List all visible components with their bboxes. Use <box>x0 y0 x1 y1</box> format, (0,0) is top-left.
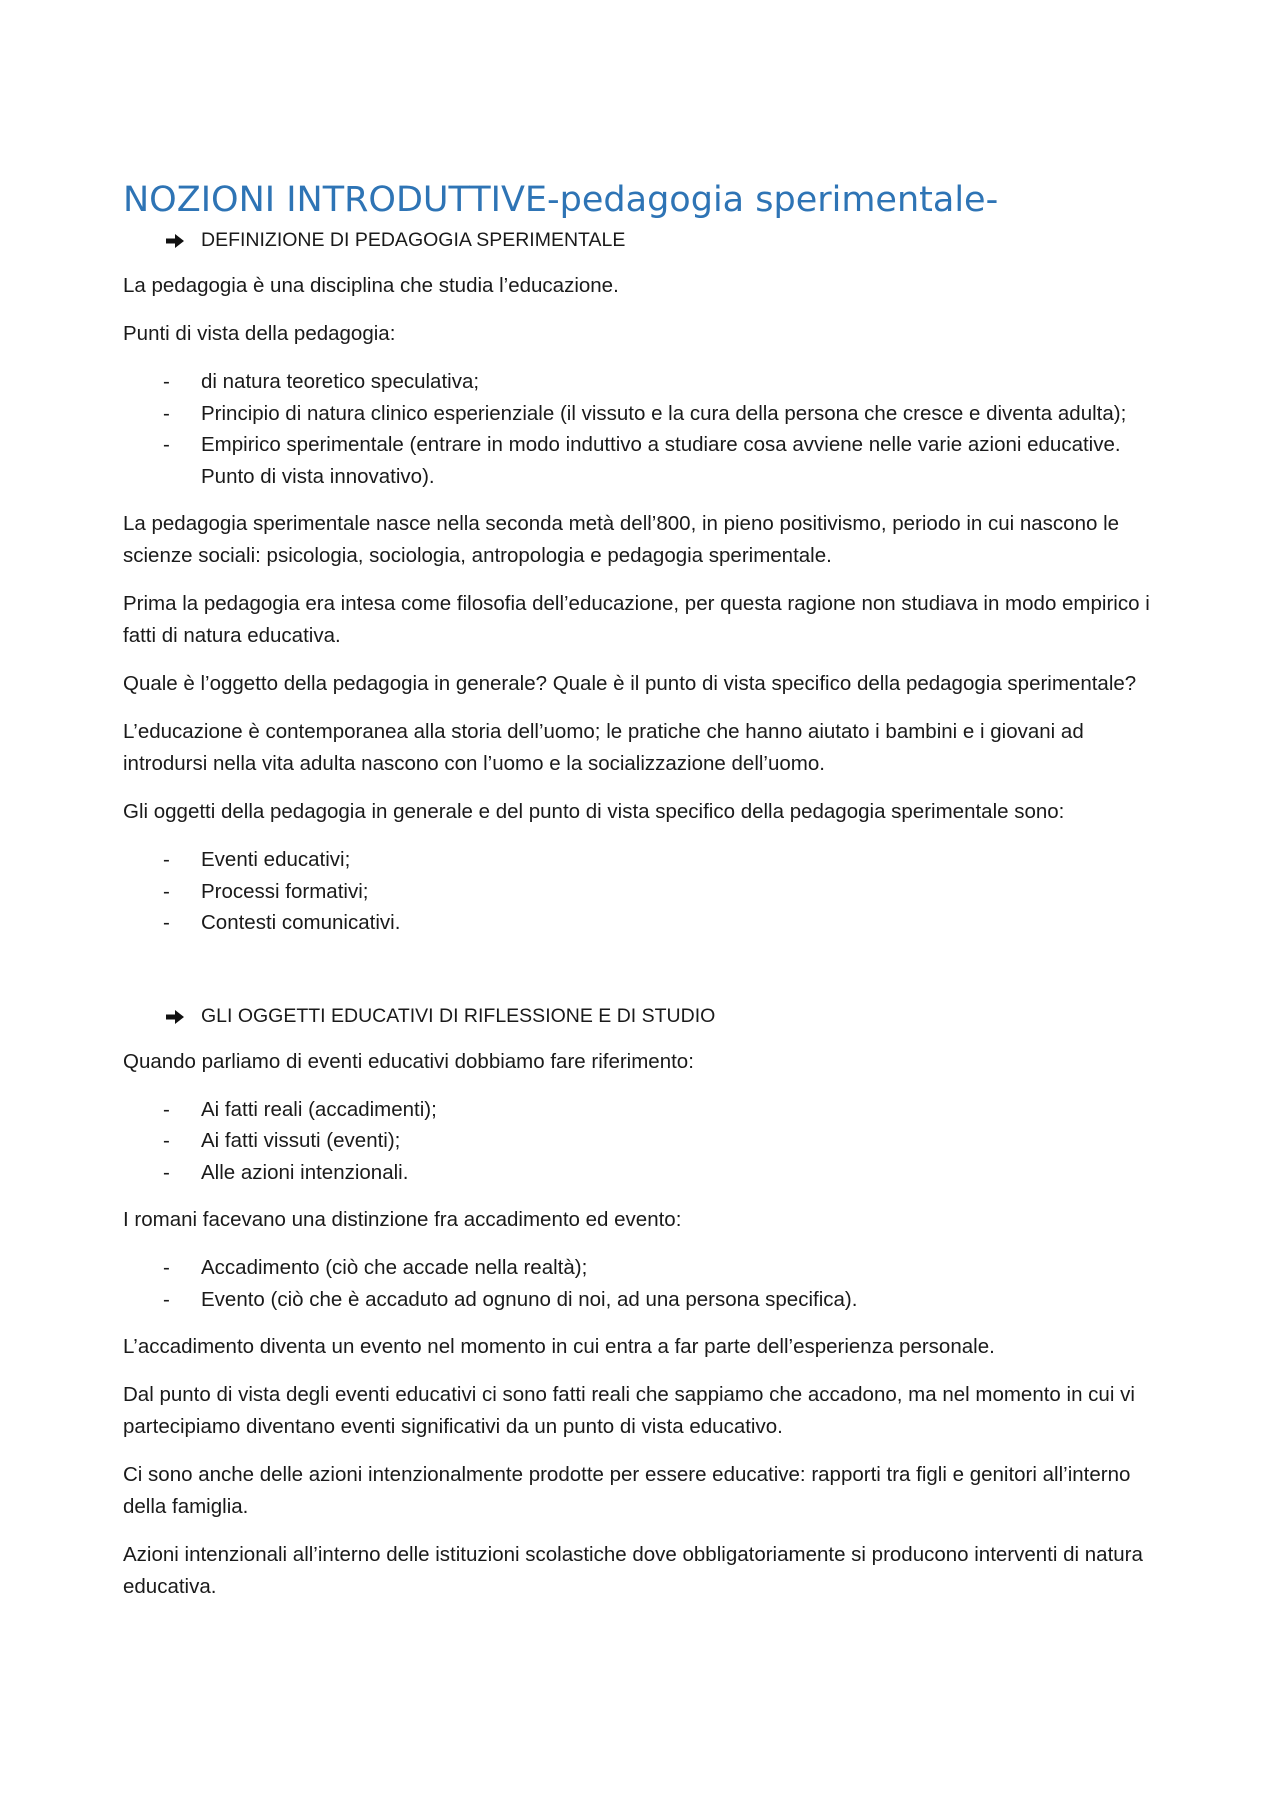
arrow-right-icon <box>165 1009 185 1025</box>
section-heading-text: GLI OGGETTI EDUCATIVI DI RIFLESSIONE E DI STUDIO <box>201 1004 716 1027</box>
dash-bullet: - <box>163 1256 170 1279</box>
list-item <box>123 876 1173 908</box>
list-item-text: Eventi educativi; <box>201 848 351 871</box>
section-heading-definizione <box>123 225 1173 256</box>
list-item <box>123 1094 1173 1126</box>
list-item <box>123 1252 1173 1284</box>
document-title: NOZIONI INTRODUTTIVE-pedagogia sperimentale- <box>123 180 999 220</box>
bullet-list <box>123 1094 1173 1189</box>
dash-bullet: - <box>163 401 170 425</box>
list-item-text: Alle azioni intenzionali. <box>201 1160 409 1184</box>
list-item <box>123 844 1173 876</box>
dash-bullet: - <box>163 848 170 871</box>
bullet-list <box>123 1252 1173 1315</box>
paragraph: Azioni intenzionali all’interno delle istituzioni scolastiche dove obbligatoriamente si producono interventi di natura educativa. <box>123 1543 1143 1598</box>
list-item <box>123 1284 1173 1316</box>
arrow-right-icon <box>165 233 185 249</box>
section-heading-oggetti <box>123 1001 1173 1032</box>
dash-bullet: - <box>163 1129 170 1152</box>
list-item-text: Contesti comunicativi. <box>201 911 401 934</box>
dash-bullet: - <box>163 1097 170 1121</box>
section-heading-text: DEFINIZIONE DI PEDAGOGIA SPERIMENTALE <box>201 229 626 251</box>
dash-bullet: - <box>163 433 170 456</box>
paragraph: I romani facevano una distinzione fra accadimento ed evento: <box>123 1208 682 1231</box>
paragraph: Gli oggetti della pedagogia in generale e del punto di vista specifico della pedagogia sperimentale sono: <box>123 800 1065 823</box>
bullet-list <box>123 366 1173 492</box>
list-item-text: Accadimento (ciò che accade nella realtà); <box>201 1256 588 1279</box>
paragraph: Ci sono anche delle azioni intenzionalmente prodotte per essere educative: rapporti tra figli e genitori all’interno della famiglia. <box>123 1463 1131 1518</box>
dash-bullet: - <box>163 370 170 393</box>
list-item-text: Processi formativi; <box>201 879 369 903</box>
dash-bullet: - <box>163 911 170 934</box>
list-item <box>123 366 1173 398</box>
spacer <box>123 955 1173 1001</box>
paragraph: Punti di vista della pedagogia: <box>123 322 396 345</box>
paragraph: La pedagogia è una disciplina che studia l’educazione. <box>123 274 619 297</box>
list-item <box>123 1157 1173 1189</box>
dash-bullet: - <box>163 1287 170 1311</box>
paragraph: L’educazione è contemporanea alla storia dell’uomo; le pratiche che hanno aiutato i bambini e i giovani ad introdursi nella vita adulta nascono con l’uomo e la socializzazione dell’uomo. <box>123 720 1084 775</box>
list-item-text: Ai fatti vissuti (eventi); <box>201 1129 401 1152</box>
list-item <box>123 429 1173 492</box>
paragraph: Prima la pedagogia era intesa come filosofia dell’educazione, per questa ragione non studiava in modo empirico i fatti di natura educativa. <box>123 592 1150 647</box>
paragraph: Quale è l’oggetto della pedagogia in generale? Quale è il punto di vista specifico della pedagogia sperimentale? <box>123 672 1137 695</box>
bullet-list <box>123 844 1173 939</box>
paragraph: L’accadimento diventa un evento nel momento in cui entra a far parte dell’esperienza personale. <box>123 1335 995 1358</box>
list-item-text: Evento (ciò che è accaduto ad ognuno di noi, ad una persona specifica). <box>201 1287 858 1311</box>
list-item <box>123 907 1173 939</box>
paragraph: Quando parliamo di eventi educativi dobbiamo fare riferimento: <box>123 1049 694 1073</box>
list-item-text: di natura teoretico speculativa; <box>201 370 480 393</box>
list-item-text: Empirico sperimentale (entrare in modo induttivo a studiare cosa avviene nelle varie azioni educative. Punto di vista innovativo). <box>201 433 1121 488</box>
list-item <box>123 1125 1173 1157</box>
list-item <box>123 398 1173 430</box>
paragraph: Dal punto di vista degli eventi educativi ci sono fatti reali che sappiamo che accadono, ma nel momento in cui vi partecipiamo diventano eventi significativi da un punto di vista educativo. <box>123 1383 1135 1438</box>
list-item-text: Ai fatti reali (accadimenti); <box>201 1097 437 1121</box>
list-item-text: Principio di natura clinico esperienziale (il vissuto e la cura della persona che cresce e diventa adulta); <box>201 401 1127 425</box>
document-page <box>123 178 1173 1619</box>
dash-bullet: - <box>163 879 170 903</box>
dash-bullet: - <box>163 1160 170 1184</box>
paragraph: La pedagogia sperimentale nasce nella seconda metà dell’800, in pieno positivismo, periodo in cui nascono le scienze sociali: psicologia, sociologia, antropologia e pedagogia sperimentale. <box>123 512 1120 567</box>
